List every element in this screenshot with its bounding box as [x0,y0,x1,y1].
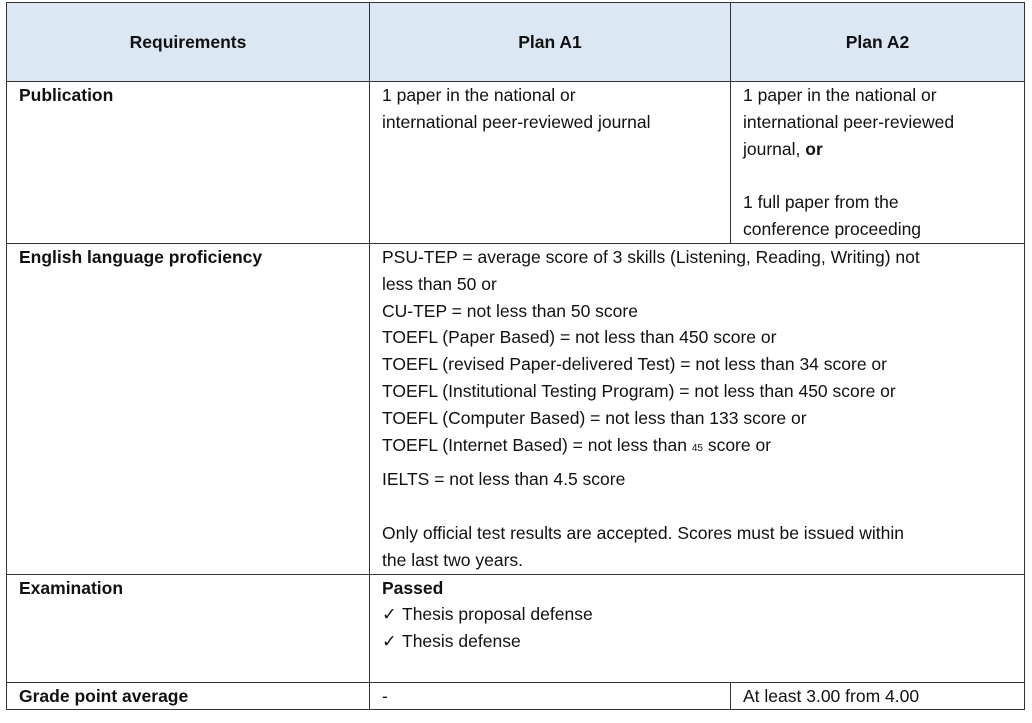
examination-label: Examination [7,574,370,682]
requirements-table [6,2,1025,710]
toefl-ibt-line [382,432,1020,463]
publication-a1-line: 1 paper in the national or [382,85,576,105]
publication-a2-line: 1 paper in the national or [743,85,937,105]
gpa-plan-a2: At least 3.00 from 4.00 [731,682,1025,710]
official-results-note: the last two years. [382,549,524,570]
checkmark-icon: ✓ [382,604,397,625]
publication-or-text: or [805,138,823,159]
english-requirements [370,244,1025,575]
publication-a2-line: international peer-reviewed [743,111,955,132]
publication-a2-journal: journal, [743,138,801,159]
header-plan-a2: Plan A2 [731,3,1025,82]
exam-item-label: Thesis defense [402,631,521,652]
english-label: English language proficiency [7,244,370,575]
publication-a2-alt-line: conference proceeding [743,218,922,239]
header-plan-a1: Plan A1 [370,3,731,82]
toefl-cbt-line: TOEFL (Computer Based) = not less than 133 score or [382,407,807,428]
toefl-itp-line: TOEFL (Institutional Testing Program) = not less than 450 score or [382,380,896,401]
row-gpa [7,682,1025,710]
cu-tep-line: CU-TEP = not less than 50 score [382,300,638,321]
toefl-ibt-suffix: score or [702,434,772,455]
publication-a1-line: international peer-reviewed journal [382,111,651,132]
psu-tep-line: PSU-TEP = average score of 3 skills (Listening, Reading, Writing) not [382,247,920,267]
psu-tep-line: less than 50 or [382,273,497,294]
exam-item [382,601,1020,628]
toefl-revised-line: TOEFL (revised Paper-delivered Test) = not less than 34 score or [382,354,887,375]
publication-a2-alt-line: 1 full paper from the [743,192,899,213]
publication-a2-line [743,136,1020,163]
spacer [743,162,1020,189]
header-requirements: Requirements [7,3,370,82]
gpa-plan-a1: - [370,682,731,710]
toefl-ibt-score: 45 [691,442,703,454]
exam-item [382,628,1020,655]
publication-plan-a1 [370,82,731,244]
toefl-ibt-text: TOEFL (Internet Based) = not less than [382,434,692,455]
official-results-note: Only official test results are accepted. Scores must be issued within [382,522,905,543]
checkmark-icon: ✓ [382,631,397,652]
examination-requirements [370,574,1025,682]
exam-item-label: Thesis proposal defense [402,604,593,625]
spacer [382,493,1020,520]
passed-label: Passed [382,577,444,598]
row-publication [7,82,1025,244]
row-english-proficiency [7,244,1025,575]
ielts-line: IELTS = not less than 4.5 score [382,469,626,490]
toefl-paper-line: TOEFL (Paper Based) = not less than 450 score or [382,327,777,348]
header-row [7,3,1025,82]
row-examination [7,574,1025,682]
publication-label: Publication [7,82,370,244]
publication-plan-a2 [731,82,1025,244]
gpa-label: Grade point average [7,682,370,710]
